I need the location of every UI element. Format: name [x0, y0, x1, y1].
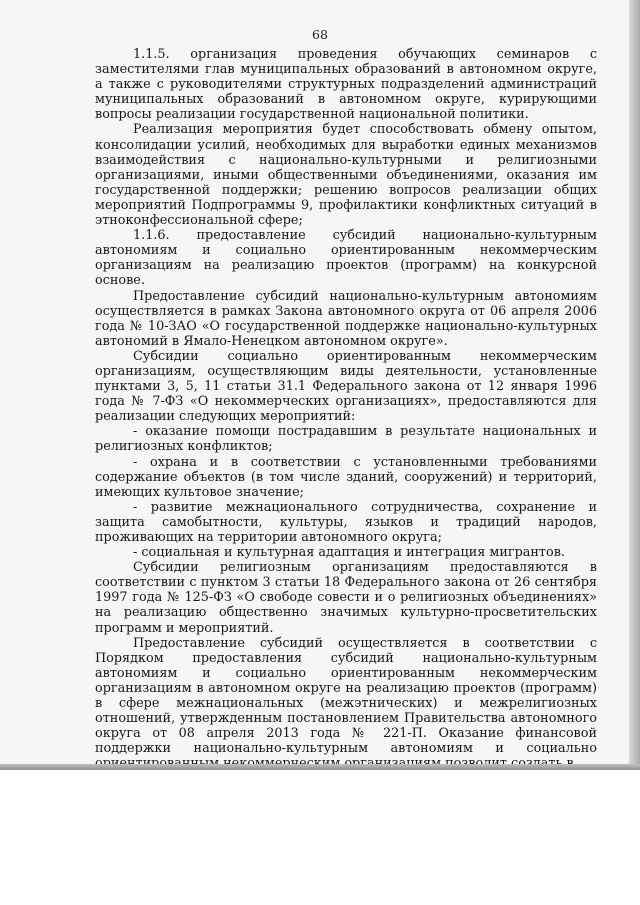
- paragraph-implementation-effects: Реализация мероприятия будет способствовать обмену опытом, консолидации усилий, необходимых для выработки единых механизмов взаимодействия с национально-культурными и религиозными организациями, иными общественными объединениями, оказания им государственной поддержки; решению вопросов реализации общих мероприятий Подпрограммы 9, профилактики конфликтных ситуаций в этноконфессиональной сфере;: [95, 122, 597, 229]
- paragraph-subsidies-nco: Субсидии социально ориентированным некоммерческим организациям, осуществляющим виды деятельности, установленные пунктами 3, 5, 11 статьи 31.1 Федерального закона от 12 января 1996 года № 7-ФЗ «О некоммерческих организациях», предоставляются для реализации следующих мероприятий:: [95, 348, 597, 425]
- paragraph-subsidy-procedure: Предоставление субсидий осуществляется в соответствии с Порядком предоставления субсидий национально-культурным автономиям и социально ориентированным некоммерческим организациям в автономном округе на реализацию проектов (программ) в сфере межнациональных (межэтнических) и межрелигиозных отношений, утвержденным постановлением Правительства автономного округа от 08 апреля 2013 года № 221-П. Оказание финансовой поддержки национально-культурным автономиям и социально: [95, 635, 597, 757]
- scan-page-edge-bottom: [0, 764, 640, 770]
- list-item-conflict-victims: - оказание помощи пострадавшим в результате национальных и религиозных конфликтов;: [95, 424, 597, 455]
- list-item-migrant-adaptation: - социальная и культурная адаптация и интеграция мигрантов.: [133, 545, 565, 561]
- paragraph-1-1-6: 1.1.6. предоставление субсидий национально-культурным автономиям и социально ориентированным некоммерческим организациям на реализацию проектов (программ) на конкурсной основе.: [95, 228, 597, 289]
- list-item-interethnic-cooperation: - развитие межнационального сотрудничества, сохранение и защита самобытности, культуры, языков и традиций народов, проживающих на территории автономного округа;: [95, 499, 597, 545]
- scan-page-edge-right: [629, 0, 640, 770]
- paragraph-subsidies-autonomies: Предоставление субсидий национально-культурным автономиям осуществляется в рамках Закона автономного округа от 06 апреля 2006 года № 10-ЗАО «О государственной поддержке национально-культурных автономий в Ямало-Ненецком автономном округе».: [95, 288, 597, 349]
- paragraph-1-1-5: 1.1.5. организация проведения обучающих семинаров с заместителями глав муниципальных образований в автономном округе, а также с руководителями структурных подразделений администраций муниципальных образований в автономном округе, курирующими вопросы реализации государственной национальной политики.: [95, 47, 597, 123]
- page-number: 68: [312, 27, 328, 42]
- list-item-cult-objects: - охрана и в соответствии с установленными требованиями содержание объектов (в том числе зданий, сооружений) и территорий, имеющих культовое значение;: [95, 454, 597, 500]
- document-body: [95, 47, 597, 770]
- paragraph-religious-subsidies: Субсидии религиозным организациям предоставляются в соответствии с пунктом 3 статьи 18 Федерального закона от 26 сентября 1997 года № 125-ФЗ «О свободе совести и о религиозных объединениях» на реализацию общественно значимых культурно-просветительских программ и мероприятий.: [95, 560, 597, 636]
